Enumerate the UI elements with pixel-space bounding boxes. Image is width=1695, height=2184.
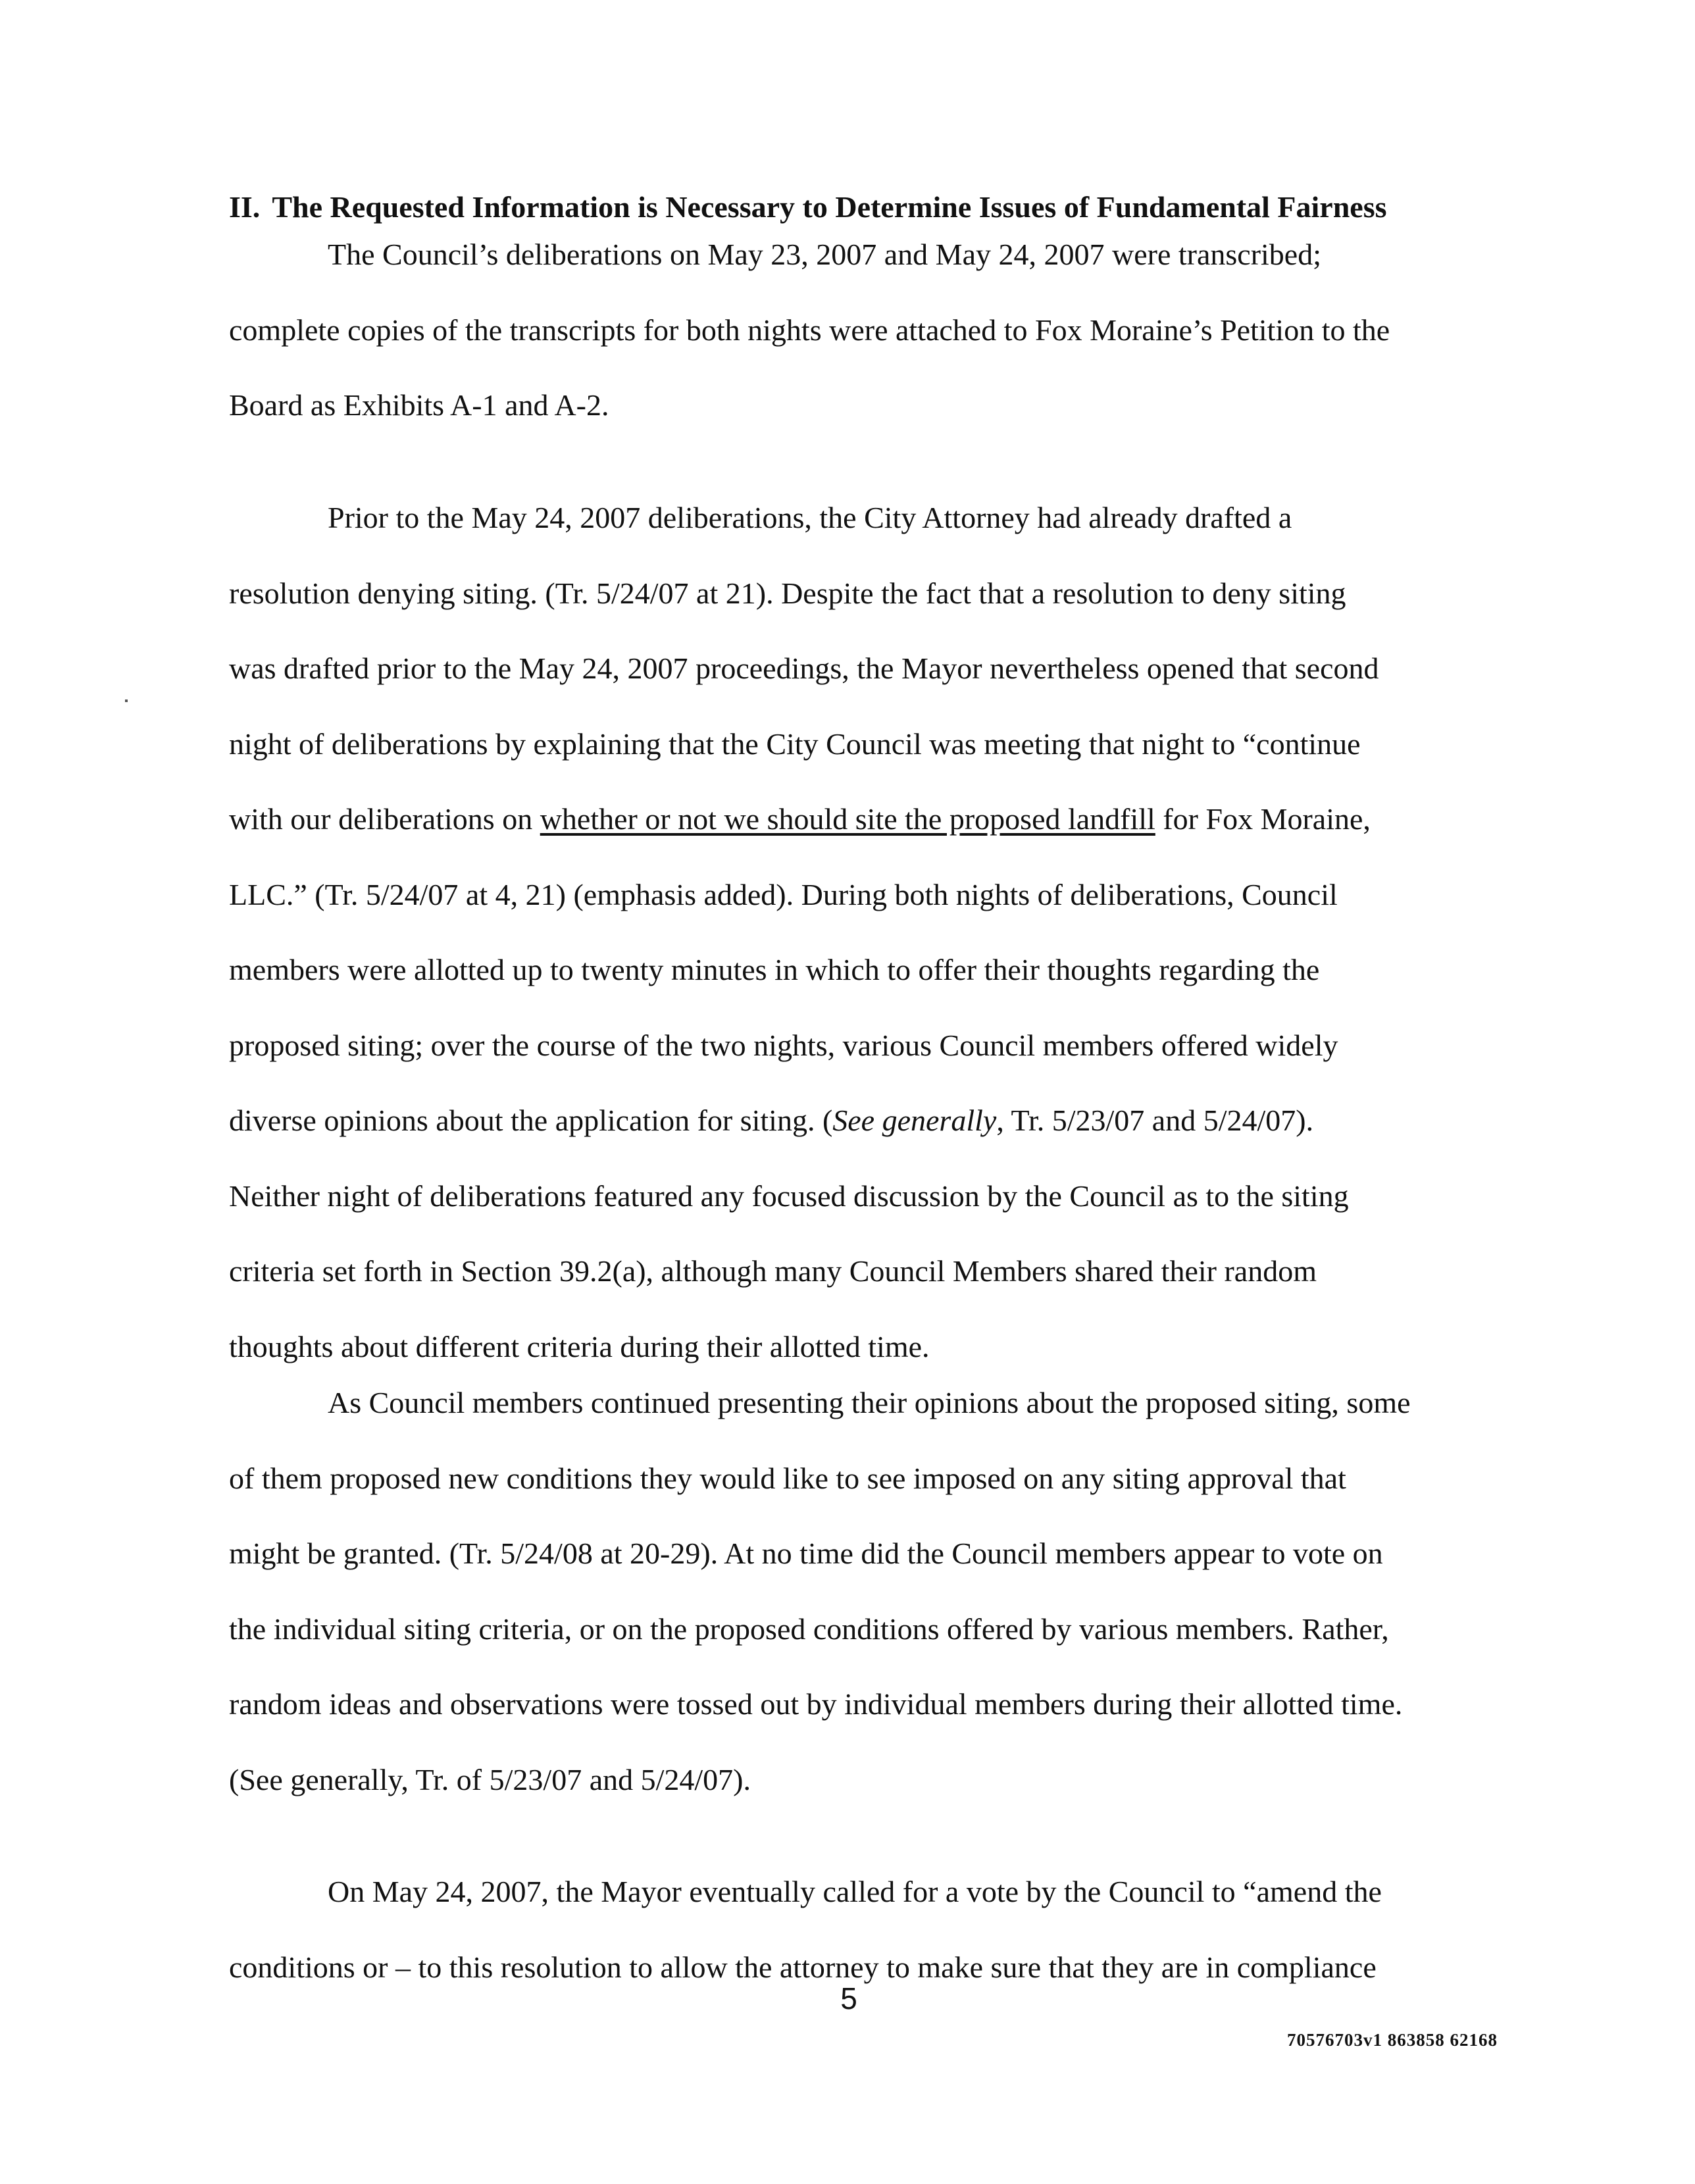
paragraph-line-with-citation: [229, 1083, 1499, 1159]
section-title: The Requested Information is Necessary to Determine Issues of Fundamental Fairness: [272, 190, 1387, 224]
paragraph-line: random ideas and observations were tossed out by individual members during their allotted time.: [229, 1687, 1403, 1721]
paragraph-line: conditions or – to this resolution to allow the attorney to make sure that they are in compliance: [229, 1950, 1377, 1984]
paragraph-3: [229, 1365, 1499, 1817]
paragraph-1: [229, 217, 1499, 444]
underlined-quote: whether or not we should site the proposed landfill: [540, 802, 1155, 836]
scan-artifact-dot: [125, 699, 128, 702]
paragraph-line: Board as Exhibits A-1 and A-2.: [229, 388, 609, 422]
text-segment: for Fox Moraine,: [1155, 802, 1371, 836]
paragraph-line: of them proposed new conditions they would like to see imposed on any siting approval that: [229, 1461, 1346, 1495]
page-number: 5: [840, 1981, 857, 2016]
paragraph-line: resolution denying siting. (Tr. 5/24/07 at 21). Despite the fact that a resolution to deny siting: [229, 576, 1346, 610]
paragraph-line: (See generally, Tr. of 5/23/07 and 5/24/07).: [229, 1762, 751, 1796]
paragraph-line: Prior to the May 24, 2007 deliberations, the City Attorney had already drafted a: [328, 501, 1292, 534]
paragraph-line: thoughts about different criteria during their allotted time.: [229, 1329, 930, 1363]
paragraph-line: The Council’s deliberations on May 23, 2007 and May 24, 2007 were transcribed;: [328, 238, 1322, 271]
paragraph-2: [229, 480, 1499, 1384]
paragraph-line: LLC.” (Tr. 5/24/07 at 4, 21) (emphasis added). During both nights of deliberations, Council: [229, 877, 1338, 911]
paragraph-line: criteria set forth in Section 39.2(a), although many Council Members shared their random: [229, 1254, 1317, 1288]
paragraph-line: night of deliberations by explaining that the City Council was meeting that night to “continue: [229, 726, 1361, 761]
paragraph-line: the individual siting criteria, or on the proposed conditions offered by various members. Rather,: [229, 1612, 1389, 1646]
paragraph-line: members were allotted up to twenty minutes in which to offer their thoughts regarding the: [229, 953, 1320, 986]
text-segment: with our deliberations on: [229, 802, 540, 836]
italic-citation: See generally: [832, 1104, 997, 1137]
paragraph-line: On May 24, 2007, the Mayor eventually called for a vote by the Council to “amend the: [328, 1875, 1382, 1908]
paragraph-line: complete copies of the transcripts for both nights were attached to Fox Moraine’s Petition to the: [229, 313, 1390, 347]
paragraph-line: was drafted prior to the May 24, 2007 proceedings, the Mayor nevertheless opened that second: [229, 651, 1379, 685]
text-segment: , Tr. 5/23/07 and 5/24/07).: [996, 1104, 1314, 1137]
paragraph-line: proposed siting; over the course of the two nights, various Council members offered widely: [229, 1028, 1338, 1062]
paragraph-line: might be granted. (Tr. 5/24/08 at 20-29). At no time did the Council members appear to vote on: [229, 1536, 1383, 1570]
paragraph-line: Neither night of deliberations featured any focused discussion by the Council as to the siting: [229, 1179, 1349, 1213]
text-segment: diverse opinions about the application for siting. (: [229, 1104, 833, 1137]
section-number: II.: [229, 190, 261, 224]
paragraph-line-with-emphasis: [229, 782, 1499, 857]
document-id: 70576703v1 863858 62168: [1287, 2030, 1498, 2050]
paragraph-line: As Council members continued presenting their opinions about the proposed siting, some: [328, 1386, 1411, 1419]
